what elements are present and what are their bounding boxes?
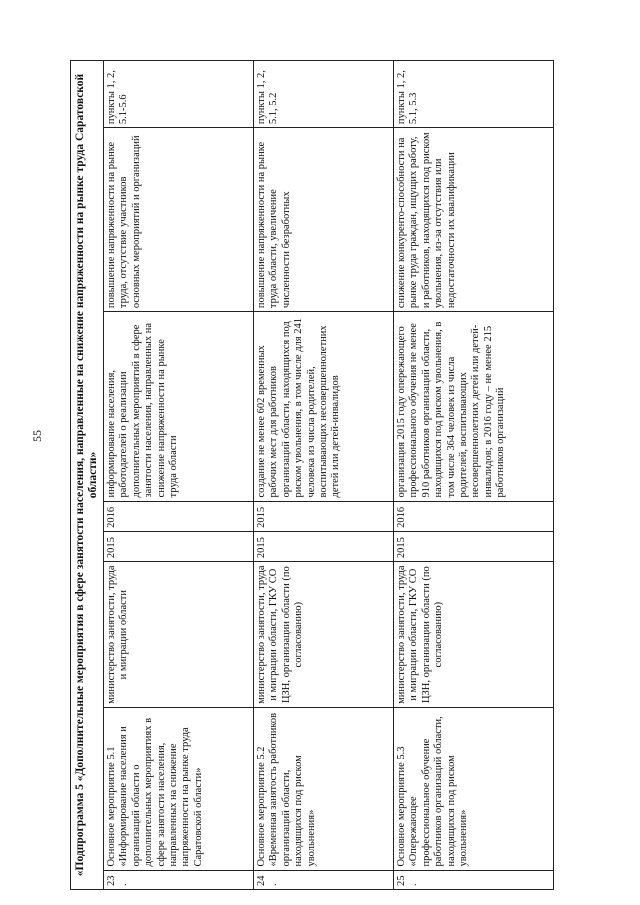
link: пункты 1, 2, 5.1, 5.2 bbox=[254, 61, 394, 128]
table-row bbox=[254, 61, 394, 890]
year-start: 2015 bbox=[254, 531, 394, 561]
year-end: 2016 bbox=[104, 501, 254, 531]
indicator: создание не менее 602 временных рабочих мест для работников организаций области, находящихся под риском увольнения, в том числе для 241 человека из числа родителей, воспитывающих несовершеннолетних детей или детей-инвалидов bbox=[254, 312, 394, 501]
link: пункты 1, 2, 5.1, 5.3 bbox=[394, 61, 554, 128]
subprogram-title: «Подпрограмма 5 «Дополнительные мероприятия в сфере занятости населения, направленные на снижение напряженности на рынке труда Саратовской области» bbox=[71, 61, 104, 890]
executor: министерство занятости, труда и миграции области, ГКУ СО ЦЗН, организации области (по согласованию) bbox=[254, 562, 394, 708]
executor: министерство занятости, труда и миграции области, ГКУ СО ЦЗН, организации области (по согласованию) bbox=[394, 562, 554, 708]
row-number: 25. bbox=[394, 870, 554, 889]
effect: повышение напряженности на рынке труда, отсутствие участников основных мероприятий и организаций bbox=[104, 128, 254, 312]
link: пункты 1, 2, 5.1-5.6 bbox=[104, 61, 254, 128]
measure-name: Основное мероприятие 5.3 «Опережающее профессиональное обучение работников организаций области, находящихся под риском увольнения» bbox=[394, 708, 554, 870]
document-sheet bbox=[70, 60, 615, 890]
table-row bbox=[394, 61, 554, 890]
year-end: 2016 bbox=[394, 501, 554, 531]
row-number: 24. bbox=[254, 870, 394, 889]
year-start: 2015 bbox=[394, 531, 554, 561]
row-number: 23. bbox=[104, 870, 254, 889]
subprogram-title-row bbox=[71, 61, 104, 890]
year-start: 2015 bbox=[104, 531, 254, 561]
year-end: 2015 bbox=[254, 501, 394, 531]
measure-name: Основное мероприятие 5.1 «Информирование населения и организаций области о дополнительных мероприятиях в сфере занятости населения, направленных на снижение напряженности на рынке труда Саратовской области» bbox=[104, 708, 254, 870]
program-table bbox=[70, 60, 554, 890]
table-row bbox=[104, 61, 254, 890]
page-number: 55 bbox=[30, 430, 44, 442]
executor: министерство занятости, труда и миграции области bbox=[104, 562, 254, 708]
indicator: организация 2015 году опережающего профессионального обучения не менее 910 работников организаций области, находящихся под риском увольнения, в том числе 364 человек из числа родителей, воспитывающих несовершеннолетних детей или детей-инвалидов; в 2016 году – не менее 215 работников организаций bbox=[394, 312, 554, 501]
effect: снижение конкуренто-способности на рынке труда граждан, ищущих работу, и работников, находящихся под риском увольнения, из-за отсутствия или недостаточности их квалификации bbox=[394, 128, 554, 312]
measure-name: Основное мероприятие 5.2 «Временная занятость работников организаций области, находящихся под риском увольнения» bbox=[254, 708, 394, 870]
indicator: информирование населения, работодателей о реализации дополнительных мероприятий в сфере занятости населения, направленных на снижение напряженности на рынке труда области bbox=[104, 312, 254, 501]
effect: повышение напряженности на рынке труда области, увеличение численности безработных bbox=[254, 128, 394, 312]
